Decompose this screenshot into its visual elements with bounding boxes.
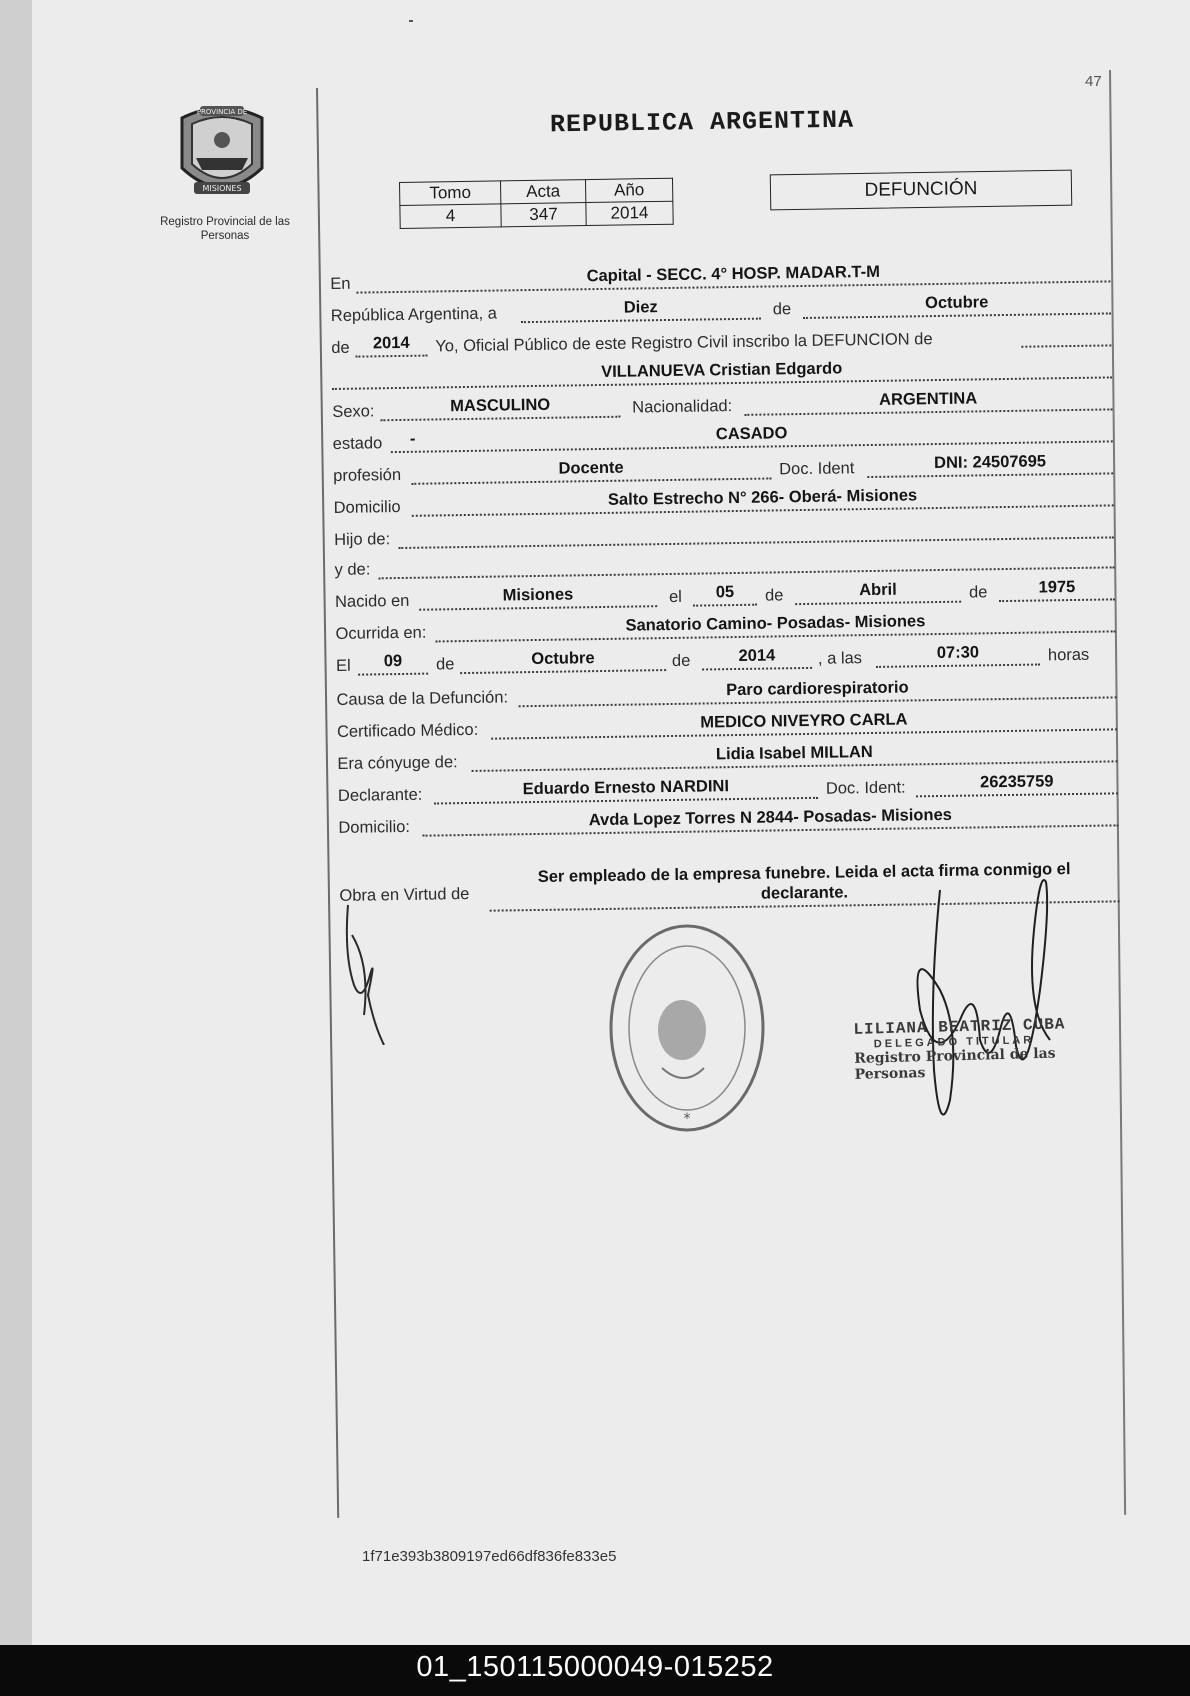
label-estado: estado — [332, 434, 383, 453]
row-conyuge — [337, 740, 1117, 776]
label-certificado: Certificado Médico: — [336, 720, 479, 741]
page-title: REPUBLICA ARGENTINA — [549, 105, 855, 140]
value-place: Capital - SECC. 4° HOSP. MADAR.T-M — [586, 262, 880, 286]
label-el: el — [668, 587, 683, 607]
row-death-date — [336, 642, 1116, 678]
value-obra-line1: Ser empleado de la empresa funebre. Leida el acta firma conmigo el — [537, 860, 1071, 886]
file-id-bar — [0, 1645, 1190, 1696]
row-domicilio — [334, 484, 1114, 520]
label-causa: Causa de la Defunción: — [336, 688, 509, 709]
row-hijo — [334, 516, 1114, 552]
label-horas: horas — [1047, 645, 1090, 665]
row-sexo — [332, 388, 1112, 424]
label-ocurrida: Ocurrida en: — [335, 623, 427, 643]
crest-caption: Registro Provincial de las Personas — [160, 216, 290, 242]
label-inscribe: Yo, Oficial Público de este Registro Civil inscribo la DEFUNCION de — [435, 330, 933, 356]
value-causa: Paro cardiorespiratorio — [726, 678, 909, 700]
value-estado-prefix: - — [409, 429, 416, 448]
dotted-line — [795, 601, 961, 605]
value-obra-line2: declarante. — [760, 883, 849, 903]
value-domicilio-declarante: Avda Lopez Torres N 2844- Posadas- Misiones — [588, 805, 952, 830]
value-domicilio: Salto Estrecho N° 266- Oberá- Misiones — [607, 486, 918, 509]
value-death-time: 07:30 — [936, 643, 980, 663]
row-date — [331, 292, 1111, 328]
value-declarante-doc: 26235759 — [979, 772, 1054, 792]
value-sexo: MASCULINO — [450, 395, 551, 416]
document-hash: 1f71e393b3809197ed66df836fe833e5 — [362, 1548, 617, 1565]
value-certificado: MEDICO NIVEYRO CARLA — [700, 710, 908, 732]
label-a-las: , a las — [817, 649, 863, 668]
row-en — [330, 260, 1110, 296]
officer-role: DELEGADO TITULAR — [873, 1034, 1035, 1051]
row-y-de — [334, 546, 1114, 582]
value-birth-month: Abril — [859, 580, 897, 600]
value-estado: CASADO — [715, 424, 788, 444]
label-de: de — [331, 338, 350, 357]
label-de: de — [764, 586, 784, 605]
label-el: El — [335, 656, 351, 675]
dotted-line — [702, 667, 812, 671]
row-nacido — [335, 578, 1115, 614]
file-id: 01_150115000049-015252 — [416, 1651, 774, 1683]
label-profesion: profesión — [333, 465, 402, 485]
value-nacionalidad: ARGENTINA — [878, 389, 978, 409]
register-value-acta: 347 — [501, 203, 586, 227]
svg-text:MISIONES: MISIONES — [202, 184, 242, 193]
label-de: de — [772, 300, 792, 319]
row-year — [331, 324, 1111, 360]
officer-signature — [900, 870, 1080, 1150]
dotted-line — [358, 673, 428, 676]
register-header-anio: Año — [585, 178, 672, 202]
label-nacionalidad: Nacionalidad: — [632, 397, 733, 417]
value-ocurrida: Sanatorio Camino- Posadas- Misiones — [625, 612, 926, 635]
label-y-de: y de: — [334, 560, 371, 579]
dotted-line — [693, 604, 757, 607]
declarant-signature — [340, 895, 410, 1045]
label-de: de — [968, 583, 988, 602]
value-declarante: Eduardo Ernesto NARDINI — [522, 777, 730, 799]
register-header-acta: Acta — [500, 180, 585, 204]
dotted-line — [379, 566, 1115, 579]
label-en: En — [330, 274, 351, 293]
value-death-month: Octubre — [531, 649, 595, 669]
dotted-line — [999, 598, 1115, 602]
dotted-line — [1021, 344, 1111, 347]
label-declarante: Declarante: — [337, 785, 423, 805]
svg-text:PROVINCIA DE: PROVINCIA DE — [196, 108, 248, 116]
dotted-line — [916, 792, 1118, 797]
value-birth-year: 1975 — [1038, 577, 1076, 597]
register-value-tomo: 4 — [400, 204, 501, 229]
row-profesion — [333, 452, 1113, 488]
row-estado — [333, 420, 1113, 456]
dotted-line — [876, 664, 1040, 668]
row-domicilio-declarante — [338, 804, 1118, 840]
value-birth-day: 05 — [715, 583, 735, 602]
label-doc-ident: Doc. Ident: — [825, 778, 906, 798]
value-conyuge: Lidia Isabel MILLAN — [715, 743, 873, 764]
dotted-line — [355, 355, 427, 358]
svg-text:*: * — [683, 1111, 691, 1127]
value-death-year: 2014 — [738, 646, 776, 665]
label-obra: Obra en Virtud de — [339, 885, 470, 905]
label-republica: República Argentina, a — [330, 304, 497, 325]
label-hijo: Hijo de: — [334, 530, 391, 549]
label-nacido: Nacido en — [334, 591, 410, 611]
record-type-box: DEFUNCIÓN — [770, 170, 1073, 211]
official-seal — [604, 918, 770, 1138]
officer-name: LILIANA BEATRIZ CUBA — [853, 1015, 1066, 1039]
row-declarante — [338, 772, 1118, 808]
value-birthplace: Misiones — [502, 585, 574, 605]
officer-org: Registro Provincial de las Personas — [854, 1045, 1056, 1083]
value-profesion: Docente — [558, 458, 624, 478]
page-number: 47 — [1085, 73, 1102, 90]
label-sexo: Sexo: — [332, 402, 375, 421]
dotted-line — [460, 669, 666, 674]
label-domicilio: Domicilio — [333, 497, 401, 517]
label-domicilio: Domicilio: — [338, 817, 411, 837]
value-deceased-name: VILLANUEVA Cristian Edgardo — [600, 359, 843, 381]
value-month: Octubre — [924, 293, 989, 313]
row-causa — [336, 676, 1116, 712]
label-de: de — [671, 651, 691, 670]
label-de: de — [435, 655, 455, 674]
register-value-anio: 2014 — [586, 201, 673, 225]
label-conyuge: Era cónyuge de: — [337, 753, 458, 773]
row-certificado — [337, 708, 1117, 744]
register-header-tomo: Tomo — [400, 181, 501, 206]
row-ocurrida — [335, 610, 1115, 646]
officer-stamp — [853, 1015, 1075, 1083]
row-name — [332, 356, 1112, 392]
value-year: 2014 — [372, 333, 410, 353]
value-death-day: 09 — [383, 651, 403, 671]
value-doc-ident: DNI: 24507695 — [933, 452, 1047, 473]
value-day: Diez — [623, 298, 658, 317]
label-doc-ident: Doc. Ident — [779, 459, 855, 479]
